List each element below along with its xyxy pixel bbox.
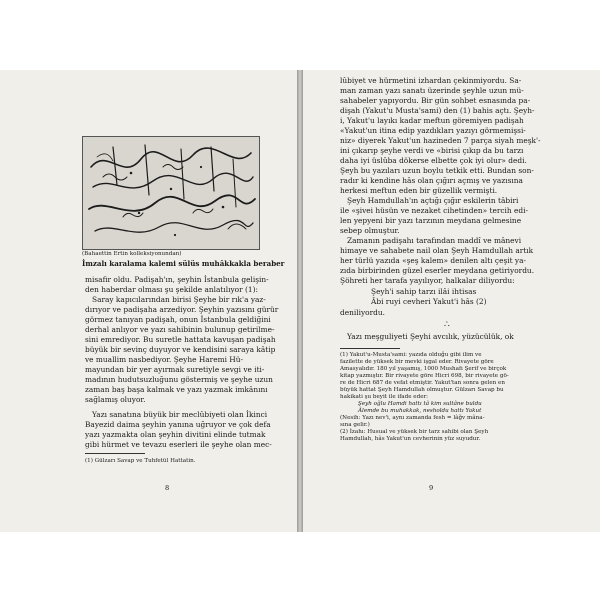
- text-line: Şeyh Hamdullah'ın açtığı çığır eskilerin tâbiri: [347, 196, 519, 205]
- text-line: büyük bir sevinç duyuyor ve kendisini saraya kâtip: [85, 345, 276, 354]
- footnote-verse-line: Şeyh oğlu Hamdi hattı tâ kim sultâne buldu: [358, 401, 482, 407]
- text-line: den haberdar olması şu şekilde anlatılıyor (1):: [85, 285, 258, 294]
- text-line: «Yakut'un itina edip yazdıkları yazıyı görmemişsi-: [340, 126, 526, 135]
- footnote-verse-line: Âlemde bu muhakkak, nesholdu hattı Yakut: [358, 408, 482, 414]
- text-line: sahabeler yapıyordu. Bir gün sohbet esnasında pa-: [340, 96, 531, 105]
- page-number-right: 9: [429, 484, 434, 492]
- text-line: yazı yazmakta olan şeyhin divitini elinde tutmak: [85, 430, 266, 439]
- footnote-line: Hamdullah, hâs Yakut'un cevherinin yüz suyudur.: [340, 436, 481, 442]
- text-line: mayundan bir yer ayırmak suretiyle sevgi ve iti-: [85, 365, 265, 374]
- footnote-rule: [85, 453, 145, 454]
- text-line: niz» diyerek Yakut'un hazineden 7 parça siyah meşk'-: [340, 136, 541, 145]
- left-footnote: (1) Gülzarı Savap ve Tuhfetül Hattatin.: [85, 458, 196, 464]
- text-line: dişah (Yakut'u Musta'sami) den (1) bahis açtı. Şeyh-: [340, 106, 535, 115]
- after-verse-text: deniliyordu.: [340, 308, 385, 317]
- text-line: len yepyeni bir yazı tarzının meydana gelmesine: [340, 216, 522, 225]
- footnote-line: hakikati şu beyit ile ifade eder:: [340, 394, 429, 400]
- text-line: Saray kapıcılarından birisi Şeyhe bir rık'a yaz-: [92, 295, 266, 304]
- text-line: görmez tanıyan padişah, onun İstanbula geldiğini: [85, 315, 271, 324]
- text-line: madının hudutsuzluğunu göstermiş ve şeyhe uzun: [85, 375, 273, 384]
- footnote-line: fazilette de yüksek bir mevki işgal eder. Rivayete göre: [340, 359, 494, 365]
- text-line: Şöhreti her tarafa yayılıyor, halkalar diliyordu:: [340, 276, 515, 285]
- text-line: man zaman yazı sanatı üzerinde şeyhle uzun mü-: [340, 86, 524, 95]
- text-line: sebep olmuştur.: [340, 226, 400, 235]
- footnote-rule: [340, 348, 400, 349]
- section-ornament: ∴: [444, 320, 450, 330]
- book-spread: [0, 70, 600, 532]
- footnote-line: (1) Yakut'u-Musta'sami: yazıda olduğu gibi ilim ve: [340, 352, 482, 358]
- verse-line-1: Şeyh'i sahip tarzı ilâi ihtisas: [371, 287, 477, 296]
- text-line: ve muallim nasbediyor. Şeyhe Haremi Hü-: [85, 355, 243, 364]
- text-line: i, Yakut'u layıkı kadar meftun göremiyen padişah: [340, 116, 524, 125]
- text-line: himaye ve sahabete nail olan Şeyh Hamdullah artık: [340, 246, 534, 255]
- footnote-line: Amasyalıdır. 180 yıl yaşamış, 1000 Mushafı Şerif ve birçok: [340, 366, 507, 372]
- text-line: gibi hürmet ve tevazu eserleri ile şeyhe olan mec-: [85, 440, 272, 449]
- calligraphy-strokes: [83, 137, 259, 249]
- page-number-left: 8: [165, 484, 170, 492]
- footnote-line: büyük hattat Şeyh Hamdullah olmuştur. Gülzarı Savap bu: [340, 387, 504, 393]
- image-caption-collection: (Bahaettin Ertin kolleksiyonundan): [82, 251, 182, 257]
- text-line: dırıyor ve padişaha arzediyor. Şeyhin yazısını gürür: [85, 305, 279, 314]
- text-line: sini emrediyor. Bu suretle hattata kavuşan padişah: [85, 335, 276, 344]
- text-line: Yazı sanatına büyük bir meclûbiyeti olan İkinci: [92, 410, 268, 419]
- text-line: misafir oldu. Padişah'ın, şeyhin İstanbula gelişin-: [85, 275, 269, 284]
- footnote-line: kitap yazmıştır. Bir rivayete göre Hicri 698, bir rivayete gö-: [340, 373, 509, 379]
- right-page: [303, 70, 600, 532]
- text-line: sağlamış oluyor.: [85, 395, 146, 404]
- paragraph-line: Yazı meşguliyeti Şeyhi avcılık, yüzücülük, ok: [347, 332, 514, 341]
- text-line: Bayezid daima şeyhin yanına uğruyor ve çok defa: [85, 420, 271, 429]
- text-line: zaman baş başa kalmak ve yazı yazmak imkânını: [85, 385, 268, 394]
- footnote-line: (Nesih: Yazı nev'i, aynı zamanda fesh = lâğv mâna-: [340, 415, 485, 421]
- footnote-line: (2) İzahı: Husual ve yüksek bir tarz sahibi olan Şeyh: [340, 429, 489, 435]
- text-line: zıda birbirinden güzel eserler meydana getiriyordu.: [340, 266, 535, 275]
- text-line: radır ki kendine hâs olan çığırı açmış ve yazısına: [340, 176, 523, 185]
- footnote-line: sına gelir.): [340, 422, 370, 428]
- text-line: ini çıkarıp şeyhe verdi ve «birisi çıkıp da bu tarzı: [340, 146, 524, 155]
- text-line: Zamanın padişahı tarafından maddî ve mânevi: [347, 236, 522, 245]
- text-line: Şeyh bu yazıları uzun boylu tetkik etti. Bundan son-: [340, 166, 534, 175]
- calligraphy-image: [82, 136, 260, 250]
- text-line: daha iyi üslûba dökerse elbette çok iyi olur» dedi.: [340, 156, 527, 165]
- text-line: lûbiyet ve hürmetini izhardan çekinmiyordu. Sa-: [340, 76, 522, 85]
- footnote-line: re de Hicri 687 de vefat etmiştir. Yakut'tan sonra gelen en: [340, 380, 505, 386]
- image-caption-title: İmzalı karalama kalemi sülüs muhâkkakla beraber: [82, 259, 285, 268]
- text-line: her türlü yazıda «şeş kalem» denilen altı çeşit ya-: [340, 256, 527, 265]
- verse-line-2: Âbi ruyi cevheri Yakut'i hâs (2): [371, 297, 487, 306]
- left-page: [0, 70, 297, 532]
- text-line: derhal anlıyor ve yazı sahibinin bulunup getirilme-: [85, 325, 275, 334]
- text-line: herkesi meftun eden bir güzellik vermişti.: [340, 186, 498, 195]
- text-line: ile «şivei hüsün ve nezaket cihetinden» tercih edi-: [340, 206, 528, 215]
